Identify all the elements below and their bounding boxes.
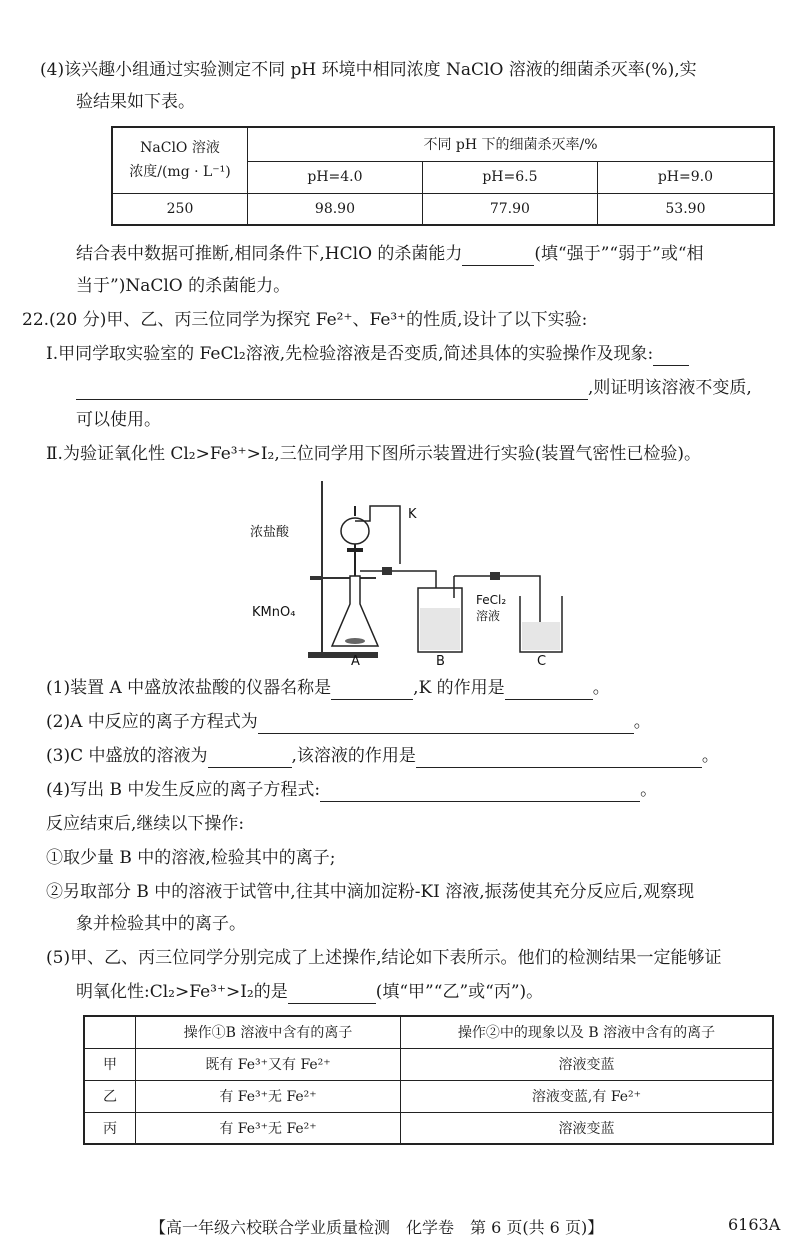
student-name: 丙 [84, 1112, 136, 1144]
separatory-funnel [341, 518, 369, 544]
q1-text-a: (1)装置 A 中盛放浓盐酸的仪器名称是 [46, 678, 332, 698]
footer-code: 6163A [728, 1215, 781, 1234]
concentration-header-line1: NaClO 溶液 [140, 140, 220, 157]
q22-heading: 22.(20 分)甲、乙、丙三位同学为探究 Fe²⁺、Fe³⁺的性质,设计了以下实验: [22, 310, 588, 330]
header-op2: 操作②中的现象以及 B 溶液中含有的离子 [401, 1016, 774, 1048]
answer-blank [208, 749, 292, 768]
concentration-header [112, 127, 248, 193]
answer-blank [416, 749, 702, 768]
q2-text-a: (2)A 中反应的离子方程式为 [46, 712, 258, 732]
funnel-stopcock [347, 548, 363, 552]
answer-blank [331, 681, 413, 700]
rate-value: 53.90 [597, 193, 774, 225]
kill-rate-table [111, 126, 775, 226]
q22-part1-line2 [76, 376, 752, 400]
q2-text-b: 。 [633, 712, 651, 732]
answer-blank [76, 381, 588, 400]
ph-group-header: 不同 pH 下的细菌杀灭率/% [248, 127, 775, 161]
label-a: A [351, 654, 360, 666]
question-4 [46, 778, 657, 802]
header-op1: 操作①B 溶液中含有的离子 [136, 1016, 401, 1048]
answer-blank [320, 783, 640, 802]
tube-joint [382, 567, 392, 575]
rate-value: 98.90 [248, 193, 423, 225]
q3-text-a: (3)C 中盛放的溶液为 [46, 746, 208, 766]
q22-part1-line1 [46, 342, 689, 366]
conclusion-text-a: 结合表中数据可推断,相同条件下,HClO 的杀菌能力 [76, 244, 463, 264]
ph-header: pH=6.5 [422, 161, 597, 193]
operation-2-line1: ②另取部分 B 中的溶液于试管中,往其中滴加淀粉-KI 溶液,振荡使其充分反应后,观察现 [46, 882, 695, 902]
p4-line2: 验结果如下表。 [76, 92, 195, 112]
results-table [83, 1015, 774, 1145]
label-hcl: 浓盐酸 [250, 525, 290, 540]
p4-conclusion-line1 [76, 242, 704, 266]
q4-text-b: 。 [640, 780, 658, 800]
concentration-value: 250 [112, 193, 248, 225]
answer-blank [653, 347, 689, 366]
rate-value: 77.90 [422, 193, 597, 225]
question-5-line1: (5)甲、乙、丙三位同学分别完成了上述操作,结论如下表所示。他们的检测结果一定能够证 [46, 948, 722, 968]
operation-1: ①取少量 B 中的溶液,检验其中的离子; [46, 848, 336, 868]
question-5-line2 [76, 980, 543, 1004]
student-name: 乙 [84, 1080, 136, 1112]
q1-text-b: ,K 的作用是 [413, 678, 505, 698]
label-b: B [436, 654, 445, 666]
tube-joint [490, 572, 500, 580]
answer-blank [258, 715, 634, 734]
q4-text-a: (4)写出 B 中发生反应的离子方程式: [46, 780, 321, 800]
label-fecl2-1: FeCl₂ [476, 593, 507, 607]
concentration-header-line2: 浓度/(mg · L⁻¹) [129, 164, 231, 181]
p4-line1: (4)该兴趣小组通过实验测定不同 pH 环境中相同浓度 NaClO 溶液的细菌杀灭率(%),实 [40, 60, 697, 80]
op2-result: 溶液变蓝,有 Fe²⁺ [401, 1080, 774, 1112]
conical-flask [332, 576, 378, 646]
q22-part2: Ⅱ.为验证氧化性 Cl₂>Fe³⁺>I₂,三位同学用下图所示装置进行实验(装置气密性已检验)。 [46, 444, 702, 464]
q3-text-c: 。 [701, 746, 719, 766]
label-c: C [537, 654, 547, 666]
label-fecl2-2: 溶液 [476, 609, 501, 623]
op2-result: 溶液变蓝 [401, 1048, 774, 1080]
q1-text-c: 。 [592, 678, 610, 698]
kmno4-solid [345, 638, 365, 644]
op1-result: 既有 Fe³⁺又有 Fe²⁺ [136, 1048, 401, 1080]
answer-blank [505, 681, 593, 700]
q5-text-b: (填“甲”“乙”或“丙”)。 [375, 982, 544, 1002]
q22-part1-line3: 可以使用。 [76, 410, 161, 430]
op1-result: 有 Fe³⁺无 Fe²⁺ [136, 1112, 401, 1144]
answer-blank [462, 247, 534, 266]
q5-text-a: 明氧化性:Cl₂>Fe³⁺>I₂的是 [76, 982, 288, 1002]
fecl2-solution [420, 608, 460, 650]
conclusion-text-b: (填“强于”“弱于”或“相 [534, 244, 704, 264]
operation-2-line2: 象并检验其中的离子。 [76, 914, 246, 934]
corner-cell [84, 1016, 136, 1048]
question-3 [46, 744, 719, 768]
ph-header: pH=4.0 [248, 161, 423, 193]
beaker-solution [522, 622, 560, 650]
student-name: 甲 [84, 1048, 136, 1080]
apparatus-figure [250, 476, 570, 666]
answer-blank [288, 985, 376, 1004]
after-reaction: 反应结束后,继续以下操作: [46, 814, 245, 834]
footer-title: 【高一年级六校联合学业质量检测 化学卷 第 6 页(共 6 页)】 [150, 1218, 604, 1237]
stand-base [308, 652, 378, 658]
part1-text: Ⅰ.甲同学取实验室的 FeCl₂溶液,先检验溶液是否变质,简述具体的实验操作及现象: [46, 344, 654, 364]
op1-result: 有 Fe³⁺无 Fe²⁺ [136, 1080, 401, 1112]
label-kmno4: KMnO₄ [252, 605, 296, 620]
op2-result: 溶液变蓝 [401, 1112, 774, 1144]
p4-conclusion-line2: 当于”)NaClO 的杀菌能力。 [76, 276, 291, 296]
ph-header: pH=9.0 [597, 161, 774, 193]
question-2 [46, 710, 651, 734]
label-k: K [408, 507, 417, 522]
q3-text-b: ,该溶液的作用是 [291, 746, 416, 766]
part1-line2-text: ,则证明该溶液不变质, [588, 378, 752, 398]
question-1 [46, 676, 610, 700]
